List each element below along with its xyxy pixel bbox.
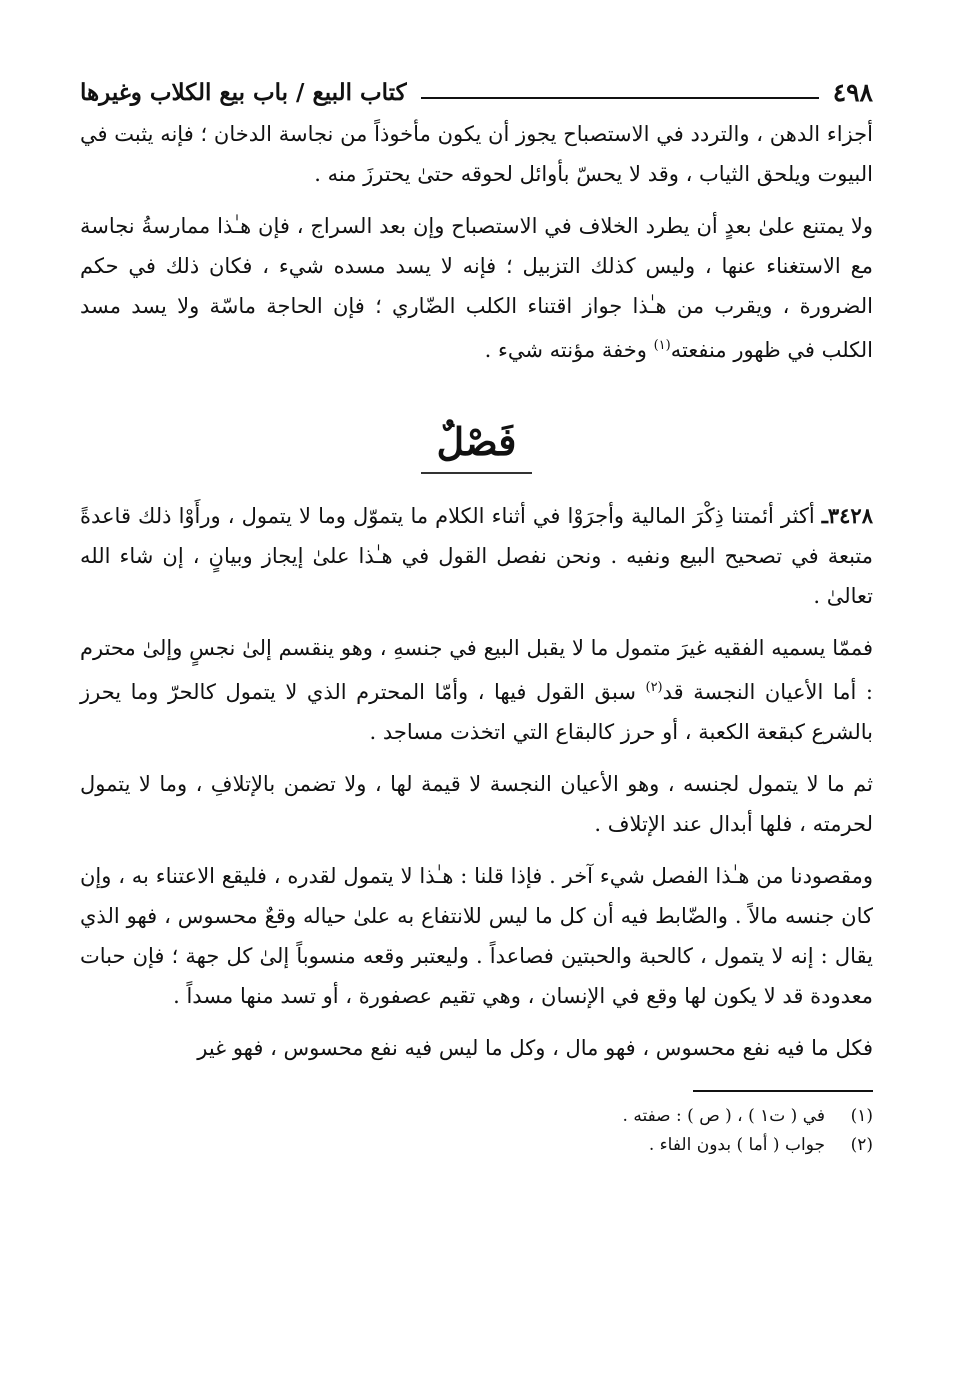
header-rule xyxy=(421,97,819,99)
paragraph xyxy=(80,628,873,752)
footnote-marker: (١) xyxy=(653,338,671,353)
chapter-title: كتاب البيع / باب بيع الكلاب وغيرها xyxy=(80,78,407,106)
page-number: ٤٩٨ xyxy=(832,77,873,107)
footnote-text: جواب ( أما ) بدون الفاء . xyxy=(648,1135,825,1155)
paragraph-text: ولا يمتنع علىٰ بعدٍ أن يطرد الخلاف في الاستصباح وإن بعد السراج ، فإن هـٰذا ممارسةُ نجاسة مع الاستغناء عنها ، وليس كذلك التزبيل ؛ فإنه لا يسد مسده شيء ، فكان ذلك في حكم الضرورة ، ويقرب من هـٰذا جواز اقتناء الكلب الضّاري ؛ فإن الحاجة ماسّة ولا يسد مسد الكلب في ظهور منفعته xyxy=(80,214,873,362)
paragraph: فكل ما فيه نفع محسوس ، فهو مال ، وكل ما ليس فيه نفع محسوس ، فهو غير xyxy=(197,1036,873,1060)
fasl-heading: فَصْلٌ xyxy=(421,412,533,474)
paragraph xyxy=(80,496,873,616)
paragraph-text: فممّا يسميه الفقيه غيرَ متمول ما لا يقبل البيع في جنسهِ ، وهو ينقسم إلىٰ نجسٍ وإلىٰ محترم : أما الأعيان النجسة قد xyxy=(80,636,873,704)
paragraph: ثم ما لا يتمول لجنسه ، وهو الأعيان النجسة لا قيمة لها ، ولا تضمن بالإتلافِ ، وما لا يتمول لحرمته ، فلها أبدال عند الإتلاف . xyxy=(80,772,873,836)
footnote-text: في ( ت١ ) ، ( ص ) : صفته . xyxy=(622,1106,825,1126)
footnote-number: (٢) xyxy=(850,1135,873,1155)
paragraph-text: أكثر أئمتنا ذِكْرَ المالية وأجرَوْا في أثناء الكلام ما يتموّل وما لا يتمول ، ورأَوْا ذلك قاعدةً متبعة في تصحيح البيع ونفيه . ونحن نفصل القول في هـٰذا علىٰ إيجاز وبيانٍ ، إن شاء الله تعالىٰ . xyxy=(80,504,873,608)
paragraph: ومقصودنا من هـٰذا الفصل شيء آخر . فإذا قلنا : هـٰذا لا يتمول لقدره ، فليقع الاعتناء به ، وإن كان جنسه مالاً . والضّابط فيه أن كل ما ليس للانتفاع به علىٰ حياله وقعٌ محسوس ، فهو الذي يقال : إنه لا يتمول ، كالحبة والحبتين فصاعداً . وليعتبر وقعه منسوباً إلىٰ كل جهة ؛ فإن حبات معدودة قد لا يكون لها وقع في الإنسان ، وهي تقيم عصفورة ، أو تسد منها مسداً . xyxy=(80,864,873,1008)
paragraph-text: سبق القول فيها ، وأمّا المحترم الذي لا يتمول كالحرّ وما يحرز بالشرع كبقعة الكعبة ، أو حرز كالبقاع التي اتخذت مساجد . xyxy=(80,680,873,744)
running-header xyxy=(80,70,873,114)
paragraph: أجزاء الدهن ، والتردد في الاستصباح يجوز أن يكون مأخوذاً من نجاسة الدخان ؛ فإنه يثبت في البيوت ويلحق الثياب ، وقد لا يحسّ بأوائل لحوقه حتىٰ يحترزَ منه . xyxy=(80,122,873,186)
section-ornament xyxy=(80,412,873,474)
footnote-rule xyxy=(693,1090,873,1092)
footnote-marker: (٢) xyxy=(645,680,663,695)
book-page xyxy=(80,70,873,1160)
footnote xyxy=(80,1102,873,1131)
footnote xyxy=(80,1131,873,1160)
paragraph xyxy=(80,206,873,370)
footnote-number: (١) xyxy=(850,1106,873,1126)
paragraph-text: وخفة مؤنته شيء . xyxy=(484,338,654,362)
issue-number: ٣٤٢٨ـ xyxy=(821,503,873,528)
